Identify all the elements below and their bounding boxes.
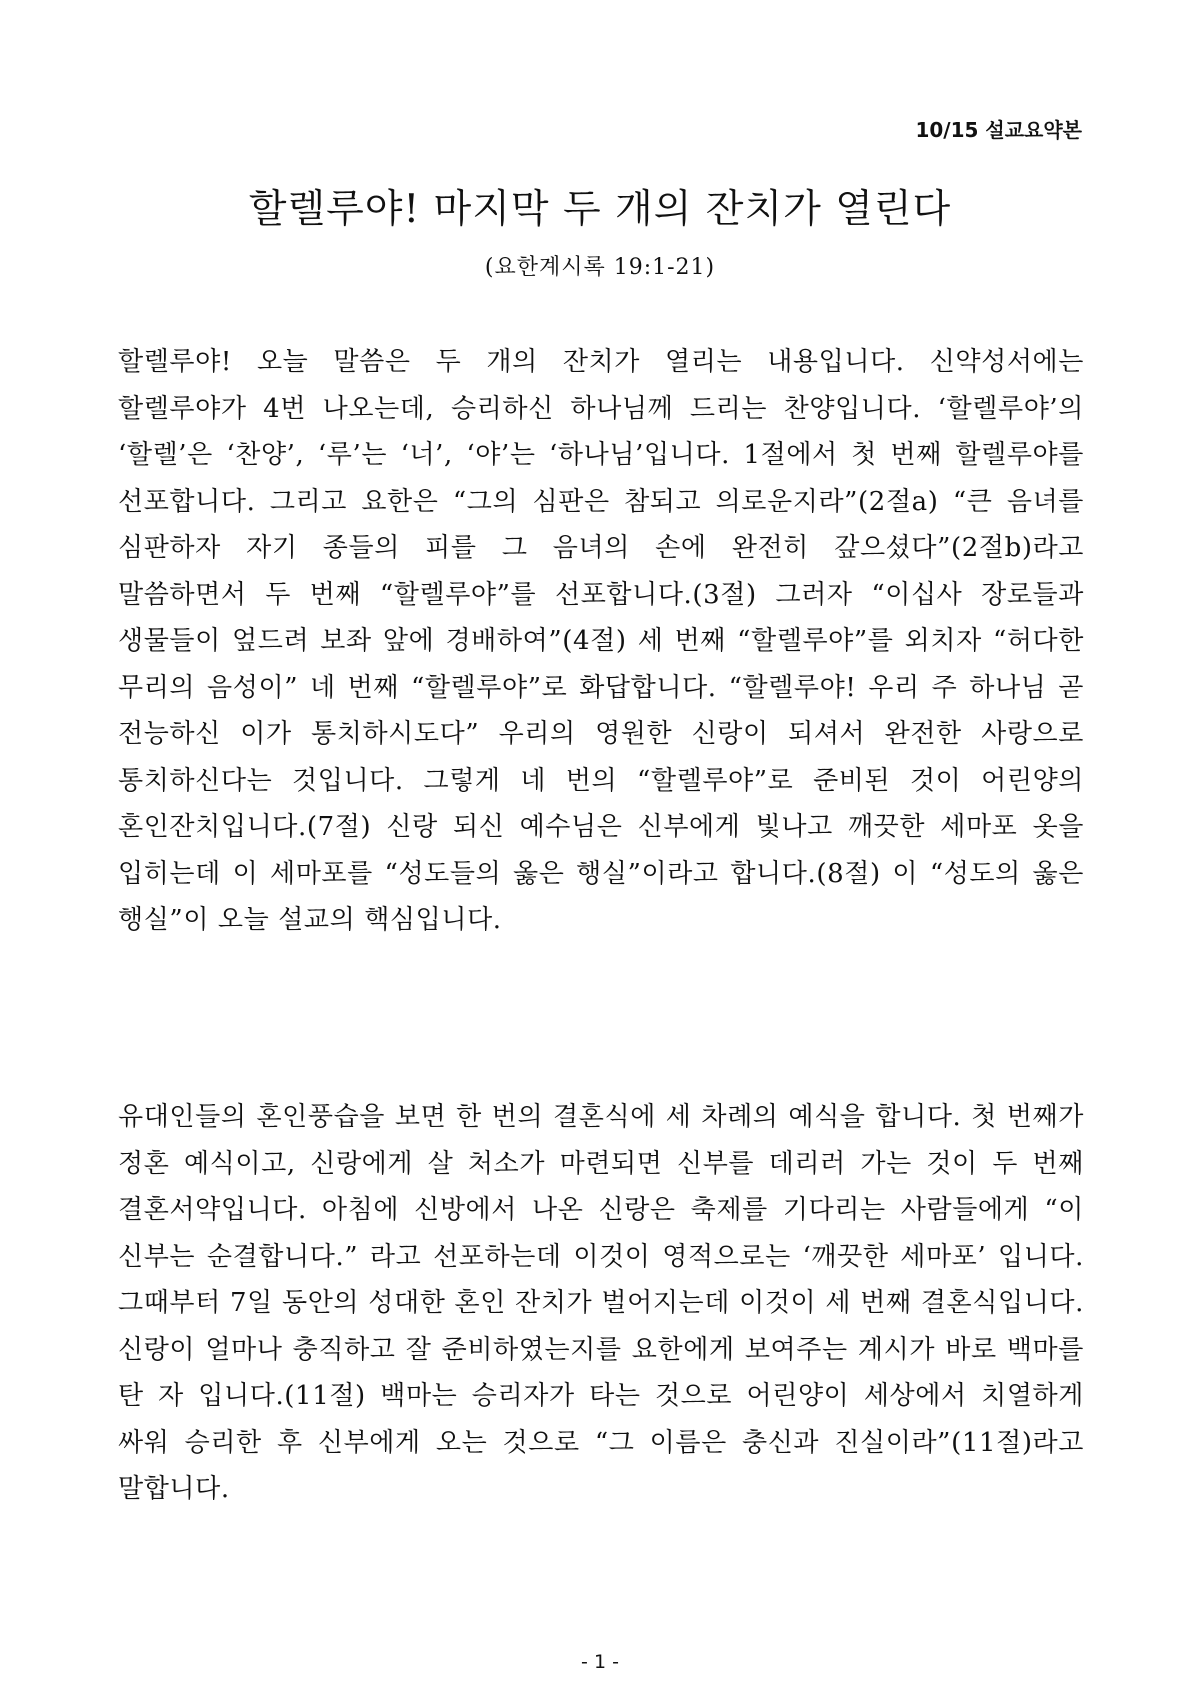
body-paragraph: 할렐루야! 오늘 말씀은 두 개의 잔치가 열리는 내용입니다. 신약성서에는 할렐루야가 4번 나오는데, 승리하신 하나님께 드리는 찬양입니다. ‘할렐루야’의 ‘할렐’은 ‘찬양’, ‘루’는 ‘너’, ‘야’는 ‘하나님’입니다. 1절에서 첫 번째 할렐루야를 선포합니다. 그리고 요한은 “그의 심판은 참되고 의로운지라”(2절a) “큰 음녀를 심판하자 자기 종들의 피를 그 음녀의 손에 완전히 갚으셨다”(2절b)라고 말씀하면서 두 번째 “할렐루야”를 선포합니다.(3절) 그러자 “이십사 장로들과 생물들이 엎드려 보좌 앞에 경배하여”(4절) 세 번째 “할렐루야”를 외치자 “허다한 무리의 음성이” 네 번째 “할렐루야”로 화답합니다. “할렐루야! 우리 주 하나님 곧 전능하신 이가 통치하시도다” 우리의 영원한 신랑이 되셔서 완전한 사랑으로 통치하신다는 것입니다. 그렇게 네 번의 “할렐루야”로 준비된 것이 어린양의 혼인잔치입니다.(7절) 신랑 되신 예수님은 신부에게 빛나고 깨끗한 세마포 옷을 입히는데 이 세마포를 “성도들의 옳은 행실”이라고 합니다.(8절) 이 “성도의 옳은 행실”이 오늘 설교의 핵심입니다. <box>118 347 1084 935</box>
page-number: - 1 - <box>581 1651 619 1673</box>
body-paragraph: 유대인들의 혼인풍습을 보면 한 번의 결혼식에 세 차례의 예식을 합니다. 첫 번째가 정혼 예식이고, 신랑에게 살 처소가 마련되면 신부를 데리러 가는 것이 두 번째 결혼서약입니다. 아침에 신방에서 나온 신랑은 축제를 기다리는 사람들에게 “이 신부는 순결합니다.” 라고 선포하는데 이것이 영적으로는 ‘깨끗한 세마포’ 입니다. 그때부터 7일 동안의 성대한 혼인 잔치가 벌어지는데 이것이 세 번째 결혼식입니다. 신랑이 얼마나 충직하고 잘 준비하였는지를 요한에게 보여주는 계시가 바로 백마를 탄 자 입니다.(11절) 백마는 승리자가 타는 것으로 어린양이 세상에서 치열하게 싸워 승리한 후 신부에게 오는 것으로 “그 이름은 충신과 진실이라”(11절)라고 말합니다. <box>118 1102 1084 1504</box>
sermon-date-tag: 10/15 설교요약본 <box>915 118 1082 142</box>
sermon-title: 할렐루야! 마지막 두 개의 잔치가 열린다 <box>248 187 952 232</box>
scripture-reference: (요한계시록 19:1-21) <box>484 255 716 280</box>
